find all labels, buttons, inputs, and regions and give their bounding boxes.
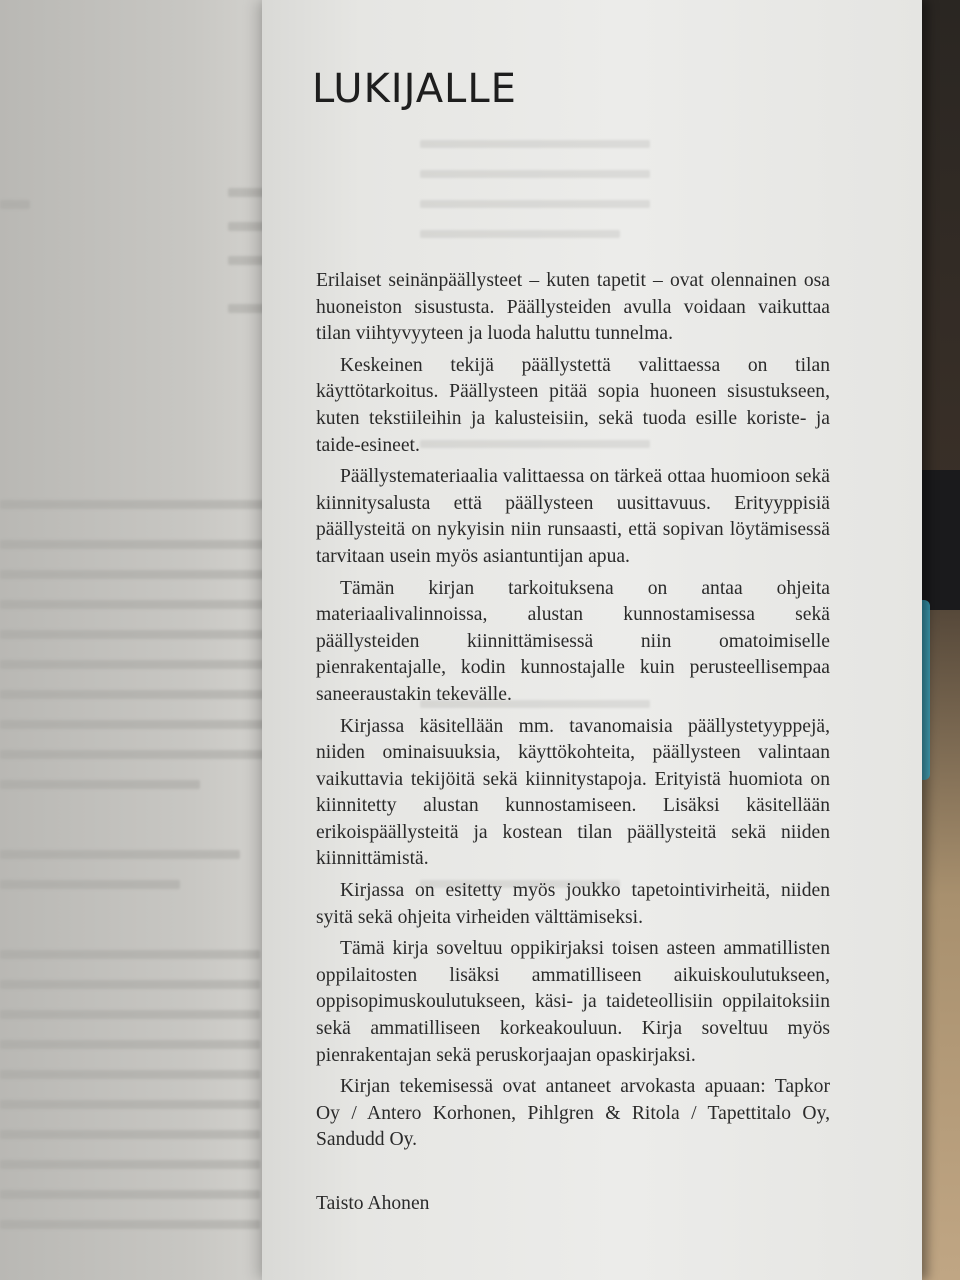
left-page-ghost-text bbox=[0, 0, 275, 1280]
paragraph: Keskeinen tekijä päällystettä valittaessa on tilan käyttötarkoitus. Päällysteen pitää sopia huoneen sisustukseen, kuten tekstiileihin ja kalusteisiin, sekä tuoda esille koriste- ja taide-esineet. bbox=[316, 354, 830, 456]
paragraph: Kirjan tekemisessä ovat antaneet arvokasta apuaan: Tapkor Oy / Antero Korhonen, Pihlgren & Ritola / Tapettitalo Oy, Sandudd Oy. bbox=[316, 1076, 830, 1151]
paragraph: Päällystemateriaalia valittaessa on tärkeä ottaa huomioon sekä kiinnitysalusta että päällysteen uusittavuus. Erityyppisiä päällysteitä on nykyisin niin runsaasti, että sopivan löytämisessä tarvitaan usein myös asiantuntijan apua. bbox=[316, 466, 830, 567]
body-text bbox=[316, 268, 830, 1159]
paragraph: Kirjassa käsitellään mm. tavanomaisia päällystetyyppejä, niiden ominaisuuksia, käyttökohteita, päällysteen valintaan vaikuttavia tekijöitä sekä kiinnitystapoja. Erityistä huomiota on kiinnitetty alustan kunnostamiseen. Lisäksi käsitellään erikoispäällysteitä ja kostean tilan päällysteitä sekä niiden kiinnittämistä. bbox=[316, 715, 830, 870]
paragraph: Erilaiset seinänpäällysteet – kuten tapetit – ovat olennainen osa huoneiston sisustusta. Päällysteiden avulla voidaan vaikuttaa tilan viihtyvyyteen ja luoda haluttu tunnelma. bbox=[316, 270, 830, 345]
author-signature: Taisto Ahonen bbox=[316, 1193, 430, 1214]
paragraph: Tämä kirja soveltuu oppikirjaksi toisen asteen ammatillisten oppilaitosten lisäksi ammatilliseen aikuiskoulutukseen, oppisopimuskoulutukseen, käsi- ja taideteollisiin oppilaitoksiin sekä ammatilliseen korkeakouluun. Kirja soveltuu myös pienrakentajan sekä peruskorjaajan opaskirjaksi. bbox=[316, 938, 830, 1066]
paragraph: Kirjassa on esitetty myös joukko tapetointivirheitä, niiden syitä sekä ohjeita virheiden välttämiseksi. bbox=[316, 880, 830, 928]
page-title: LUKIJALLE bbox=[312, 66, 517, 112]
paragraph: Tämän kirjan tarkoituksena on antaa ohjeita materiaalivalinnoissa, alustan kunnostamisessa sekä päällysteiden kiinnittämisessä niin omatoimiselle pienrakentajalle, kodin kunnostajalle kuin perusteellisempaa saneeraustakin tekevälle. bbox=[316, 577, 830, 705]
